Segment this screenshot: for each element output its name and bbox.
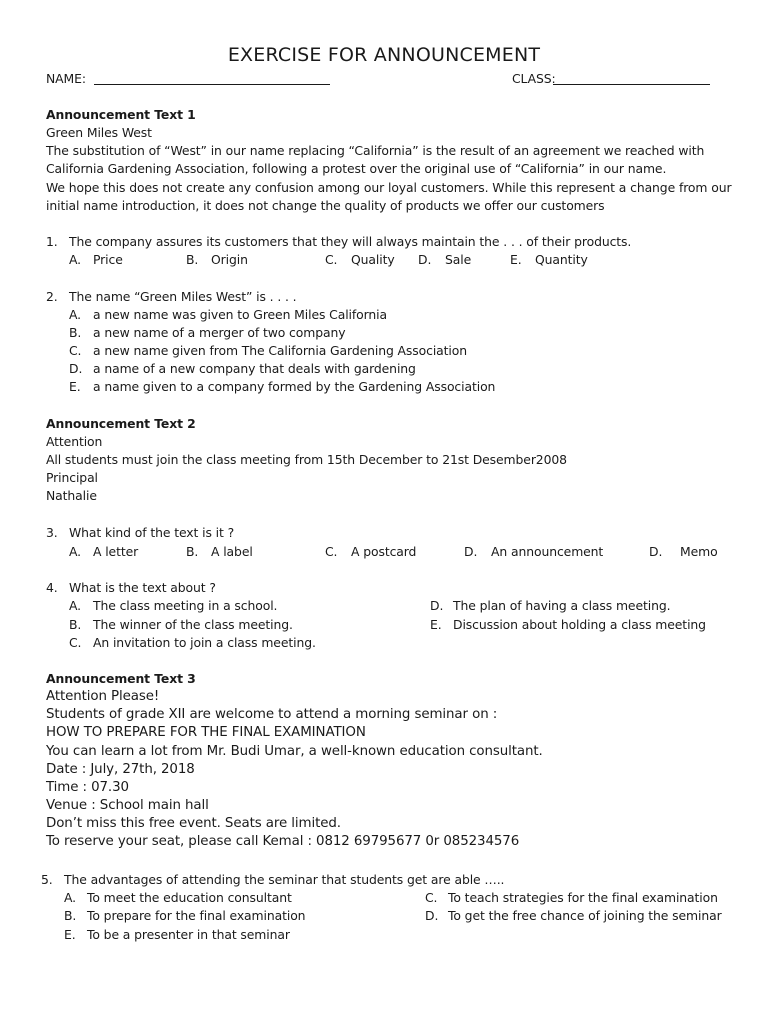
q1-option-letter[interactable]: A. <box>69 252 81 267</box>
text3-line: Attention Please! <box>46 689 160 704</box>
q4-option-text[interactable]: An invitation to join a class meeting. <box>93 635 316 650</box>
text1-line: We hope this does not create any confusion among our loyal customers. While this represent a change from our <box>46 180 732 195</box>
text3-line: HOW TO PREPARE FOR THE FINAL EXAMINATION <box>46 725 366 740</box>
text2-line: All students must join the class meeting from 15th December to 21st Desember2008 <box>46 452 567 467</box>
q4-option-text[interactable]: The plan of having a class meeting. <box>453 598 671 613</box>
q4-number: 4. <box>46 580 58 595</box>
q2-option-text[interactable]: a new name was given to Green Miles California <box>93 307 388 322</box>
q5-option-text[interactable]: To be a presenter in that seminar <box>87 927 290 942</box>
q1-option-letter[interactable]: C. <box>325 252 338 267</box>
q2-question: The name “Green Miles West” is . . . . <box>69 289 297 304</box>
q5-option-letter[interactable]: C. <box>425 890 438 905</box>
q1-number: 1. <box>46 234 58 249</box>
q4-option-letter[interactable]: E. <box>430 617 442 632</box>
q1-question: The company assures its customers that they will always maintain the . . . of their products. <box>69 234 632 249</box>
q3-option-text[interactable]: An announcement <box>491 544 604 559</box>
q1-option-text[interactable]: Price <box>93 252 123 267</box>
q3-option-text[interactable]: Memo <box>680 544 718 559</box>
text3-line: Date : July, 27th, 2018 <box>46 762 195 777</box>
class-label: CLASS: <box>512 71 556 86</box>
q4-option-letter[interactable]: D. <box>430 598 444 613</box>
q2-option-letter[interactable]: C. <box>69 343 82 358</box>
text3-line: Don’t miss this free event. Seats are limited. <box>46 816 341 831</box>
q2-option-letter[interactable]: B. <box>69 325 82 340</box>
q2-option-text[interactable]: a name of a new company that deals with gardening <box>93 361 416 376</box>
q2-option-letter[interactable]: E. <box>69 379 81 394</box>
q5-option-text[interactable]: To get the free chance of joining the seminar <box>448 908 722 923</box>
q2-number: 2. <box>46 289 58 304</box>
text3-line: You can learn a lot from Mr. Budi Umar, a well-known education consultant. <box>46 744 543 759</box>
q1-option-text[interactable]: Origin <box>211 252 248 267</box>
q2-option-text[interactable]: a new name of a merger of two company <box>93 325 346 340</box>
q1-option-text[interactable]: Quantity <box>535 252 588 267</box>
q5-question: The advantages of attending the seminar that students get are able ….. <box>64 872 505 887</box>
q2-option-text[interactable]: a name given to a company formed by the Gardening Association <box>93 379 496 394</box>
q5-option-letter[interactable]: A. <box>64 890 76 905</box>
q1-option-letter[interactable]: E. <box>510 252 522 267</box>
text3-line: Students of grade XII are welcome to attend a morning seminar on : <box>46 707 498 722</box>
page-title: EXERCISE FOR ANNOUNCEMENT <box>227 44 541 66</box>
text1-line: The substitution of “West” in our name replacing “California” is the result of an agreement we reached with <box>46 143 705 158</box>
q3-option-letter[interactable]: D. <box>649 544 663 559</box>
text2-line: Principal <box>46 470 98 485</box>
q3-question: What kind of the text is it ? <box>69 525 235 540</box>
q3-option-letter[interactable]: A. <box>69 544 81 559</box>
q4-option-letter[interactable]: A. <box>69 598 81 613</box>
q2-option-letter[interactable]: D. <box>69 361 83 376</box>
q5-option-text[interactable]: To prepare for the final examination <box>87 908 306 923</box>
text3-line: Venue : School main hall <box>46 798 209 813</box>
class-blank-line[interactable] <box>553 84 710 85</box>
q3-option-letter[interactable]: D. <box>464 544 478 559</box>
q2-option-text[interactable]: a new name given from The California Gardening Association <box>93 343 468 358</box>
q4-option-letter[interactable]: B. <box>69 617 82 632</box>
name-label: NAME: <box>46 71 86 86</box>
text2-heading: Announcement Text 2 <box>46 416 196 431</box>
text3-heading: Announcement Text 3 <box>46 671 196 686</box>
q5-option-letter[interactable]: E. <box>64 927 76 942</box>
q3-option-text[interactable]: A letter <box>93 544 139 559</box>
q2-option-letter[interactable]: A. <box>69 307 81 322</box>
text2-line: Nathalie <box>46 488 97 503</box>
q1-option-letter[interactable]: B. <box>186 252 199 267</box>
q3-option-text[interactable]: A label <box>211 544 253 559</box>
q1-option-letter[interactable]: D. <box>418 252 432 267</box>
q3-option-letter[interactable]: B. <box>186 544 199 559</box>
text1-line: California Gardening Association, following a protest over the original use of “California” in our name. <box>46 161 667 176</box>
text3-line: Time : 07.30 <box>46 780 129 795</box>
text2-line: Attention <box>46 434 103 449</box>
q5-option-text[interactable]: To teach strategies for the final examination <box>448 890 718 905</box>
q5-option-text[interactable]: To meet the education consultant <box>87 890 292 905</box>
q3-option-letter[interactable]: C. <box>325 544 338 559</box>
q5-option-letter[interactable]: B. <box>64 908 77 923</box>
text1-line: initial name introduction, it does not change the quality of products we offer our customers <box>46 198 605 213</box>
text1-line: Green Miles West <box>46 125 152 140</box>
q4-question: What is the text about ? <box>69 580 216 595</box>
q3-number: 3. <box>46 525 58 540</box>
q4-option-text[interactable]: The class meeting in a school. <box>93 598 278 613</box>
q5-option-letter[interactable]: D. <box>425 908 439 923</box>
q4-option-text[interactable]: The winner of the class meeting. <box>93 617 293 632</box>
text3-line: To reserve your seat, please call Kemal : 0812 69795677 0r 085234576 <box>46 834 520 849</box>
q1-option-text[interactable]: Sale <box>445 252 472 267</box>
text1-heading: Announcement Text 1 <box>46 107 196 122</box>
q5-number: 5. <box>41 872 53 887</box>
q3-option-text[interactable]: A postcard <box>351 544 417 559</box>
q4-option-text[interactable]: Discussion about holding a class meeting <box>453 617 706 632</box>
q4-option-letter[interactable]: C. <box>69 635 82 650</box>
q1-option-text[interactable]: Quality <box>351 252 395 267</box>
name-blank-line[interactable] <box>94 84 330 85</box>
